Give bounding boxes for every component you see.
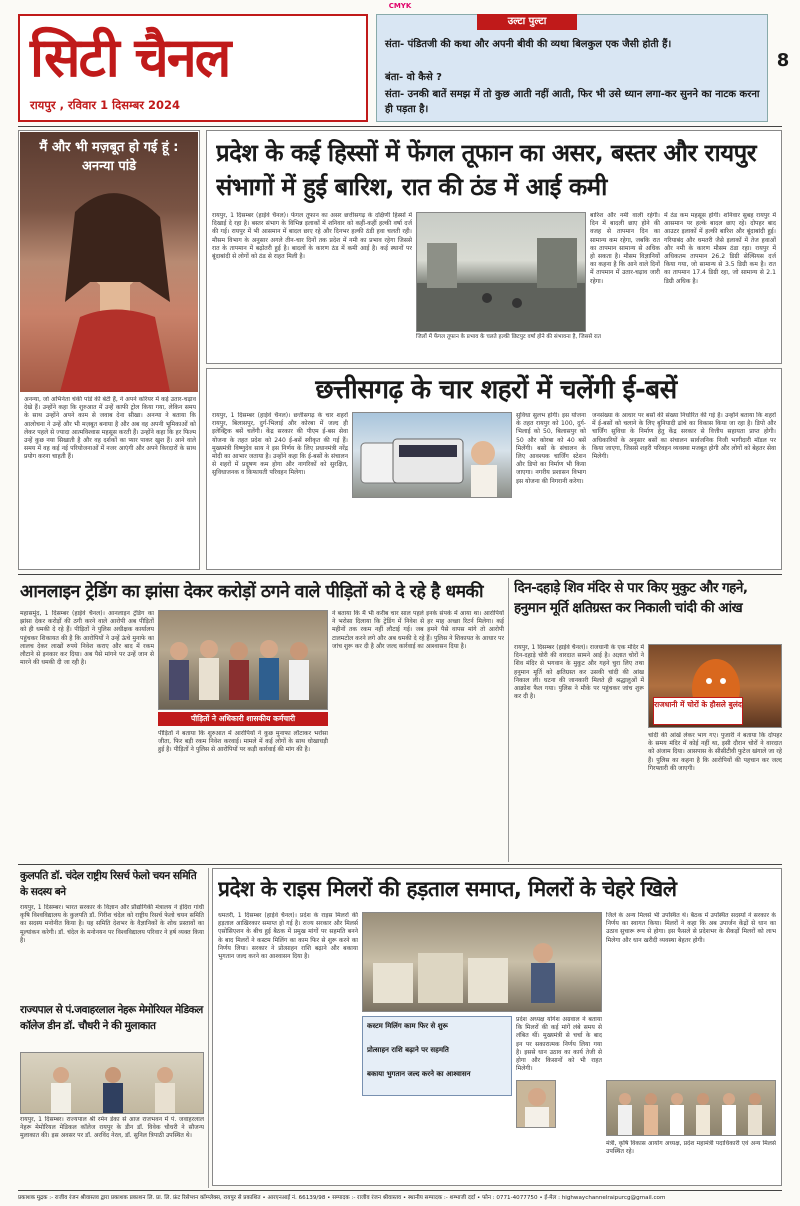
temple-inset: राजधानी में चोरों के हौसले बुलंद [653, 697, 743, 725]
fengal-photo [416, 212, 586, 332]
footer-rule [18, 1190, 782, 1191]
footer-imprint: प्रकाशक मुद्रक :- राजीव रंजन श्रीवास्तव द्वारा प्रकाशक प्रकाशन लि. प्रा. लि. फ्रंट रिसेप्शन कॉम्प्लेक्स, रायपुर से प्रकाशित • आरएनआई नं. 66139/98 • सम्पादक :- राजीव रंजन श्रीवास्तव • स्थानीय सम्पादक :- शम्भाजी दर्दा • फोन : 0771-4077750 • ई-मेल : highwaychannelraipurcg@gmail.com [18, 1195, 666, 1201]
masthead-dateline: रायपुर , रविवार 1 दिसम्बर 2024 [30, 98, 181, 112]
fengal-col-2: बारिश और नमी वाली रहेगी। दिन में बादली छाए होने की वजह से तापमान दिन का सामान्य कम रहेगा, जबकि रात का तापमान सामान्य से अधिक हो सकता है। मौसम विज्ञानियों का कहना है कि आने वाले दिनों में तापमान में उतार-चढ़ाव जारी रहेगा। [590, 212, 660, 285]
ananya-body: अनन्या, जो अभिनेता चंकी पांडे की बेटी हैं, ने अपने करियर में कई उतार-चढ़ाव देखे हैं। उन्होंने कहा कि शुरुआत में उन्हें काफी ट्रोल किया गया, लेकिन समय के साथ उन्होंने अपने काम से जवाब देना सीखा। अनन्या ने बताया कि आलोचना ने उन्हें और भी मज़बूत बनाया है और अब वह अपनी भूमिकाओं को लेकर पहले से ज्यादा आत्मविश्वास महसूस करती हैं। उन्होंने कहा कि हर फिल्म उन्हें कुछ नया सिखाती है और वह दर्शकों का प्यार पाकर खुश हैं। आने वाले समय में वह कई नई परियोजनाओं में नजर आएंगी और अपने किरदारों के साथ प्रयोग करना चाहती हैं। [24, 396, 196, 461]
divider-left-rice [208, 868, 209, 1188]
divider-trading-temple [508, 578, 509, 862]
row2-rule [18, 574, 782, 575]
trading-caption: पीड़ितों ने अधिकारी शासकीय कर्मचारी [158, 712, 328, 726]
governor-body: रायपुर, 1 दिसम्बर। राज्यपाल श्री रमेन डेका से आज राजभवन में पं. जवाहरलाल नेहरू मेमोरियल मेडिकल कॉलेज रायपुर के डीन डॉ. विवेक चौधरी ने सौजन्य मुलाकात की। इस अवसर पर डॉ. अरविंद नेरल, डॉ. सुनिल त्रिपाठी उपस्थित थे। [20, 1116, 204, 1140]
masthead-rule [18, 126, 782, 127]
temple-headline: दिन-दहाड़े शिव मंदिर से पार किए मुकुट और गहने, हनुमान मूर्ति क्षतिग्रस्त कर निकाली चांदी की आंख [514, 580, 748, 616]
governor-meeting-scene [21, 1053, 204, 1114]
ananya-photo [20, 132, 198, 392]
ulta-line-2: बंता- वो कैसे ? [385, 72, 442, 83]
fengal-col-3: में ठंड कम महसूस होगी। शनिवार सुबह रायपुर में आसमान पर हल्के बादल छाए रहे। दोपहर बाद आउटर इलाकों में हल्की बारिश और बूंदाबांदी हुई। गरियाबंद और धमतरी जैसे इलाकों में तेज हवाओं और नमी के कारण मौसम ठंडा रहा। रायपुर में अधिकतम तापमान 26.2 डिग्री सेल्सियस दर्ज किया गया, जो सामान्य से 3.5 डिग्री कम है। रात का तापमान 17.4 डिग्री रहा, जो सामान्य से 2.1 डिग्री अधिक है। [664, 212, 776, 285]
fengal-road-scene [417, 213, 586, 332]
ulta-line-3: संता- उनकी बातें समझ में तो कुछ आती नहीं आती, फिर भी उसे ध्यान लगा-कर सुनने का नाटक करना ही पड़ता है। [385, 89, 760, 115]
ananya-headline: मैं और भी मज़बूत हो गई हूं : अनन्या पांडे [39, 140, 179, 174]
rice-col-1: धमतरी, 1 दिसम्बर (हाईवे चैनल)। प्रदेश के राइस मिलरों की हड़ताल आखिरकार समाप्त हो गई है। राज्य सरकार और मिलर्स एसोसिएशन के बीच हुई बैठक में प्रमुख मांगों पर सहमति बनने के बाद मिलरों ने कस्टम मिलिंग का काम फिर से शुरू करने का निर्णय लिया। सरकार ने प्रोत्साहन राशि बढ़ाने और बकाया भुगतान जल्द करने का आश्वासन दिया है। [218, 912, 358, 961]
ulta-pulta-box [376, 14, 768, 122]
rice-highlight-box [362, 1016, 512, 1096]
masthead-title: सिटी चैनल [30, 25, 230, 89]
trading-headline: आनलाइन ट्रेडिंग का झांसा देकर करोड़ों ठगने वाले पीड़ितों को दे रहे है धमकी [20, 582, 484, 602]
trading-col-2: पीड़ितों ने बताया कि शुरुआत में आरोपियों ने कुछ मुनाफा लौटाकर भरोसा जीता, फिर बड़ी रकम निवेश करवाई। मामले में कई लोगों के साथ धोखाधड़ी हुई है। पीड़ितों ने पुलिस से आरोपियों पर कड़ी कार्रवाई की मांग की है। [158, 730, 328, 754]
ulta-pulta-label: उल्टा पुल्टा [477, 14, 577, 30]
kulpati-headline: कुलपति डॉ. चंदेल राष्ट्रीय रिसर्च फेलो चयन समिति के सदस्य बने [20, 870, 197, 898]
ebus-col-2b [352, 500, 586, 566]
ebus-col-2: सुविधा सुलभ होगी। इस योजना के तहत रायपुर को 100, दुर्ग-भिलाई को 50, बिलासपुर को 50 और कोरबा को 40 बसें मिलेंगी। बसों के संचालन के लिए आवश्यक चार्जिंग स्टेशन और डिपो का निर्माण भी किया जाएगा। नगरीय प्रशासन विभाग इस योजना की निगरानी करेगा। [516, 412, 586, 485]
trading-group-scene [159, 611, 328, 710]
rice-box-item: बकाया भुगतान जल्द करने का आश्वासन [367, 1070, 471, 1078]
trading-photo [158, 610, 328, 710]
rice-col-3: जिले के अन्य मिलर्स भी उपस्थित थे। बैठक में उपस्थित सदस्यों ने सरकार के निर्णय का स्वागत किया। मिलरों ने कहा कि अब उपार्जन केंद्रों से धान का उठाव सुचारू रूप से होगा। इस फैसले से प्रदेशभर के सैकड़ों मिलरों को लाभ मिलेगा और धान खरीदी व्यवस्था बेहतर होगी। [606, 912, 776, 944]
rice-box-item: कस्टम मिलिंग काम फिर से शुरू [367, 1022, 448, 1030]
fengal-headline: प्रदेश के कई हिस्सों में फेंगल तूफान का असर, बस्तर और रायपुर संभागों में हुई बारिश, रात की ठंड में आई कमी [216, 139, 757, 201]
cmyk-mark: CMYK [388, 2, 412, 10]
masthead [18, 14, 368, 122]
governor-photo [20, 1052, 204, 1114]
ebus-scene [353, 413, 512, 498]
ebus-col-1: रायपुर, 1 दिसम्बर (हाईवे चैनल)। छत्तीसगढ़ के चार शहरों रायपुर, बिलासपुर, दुर्ग-भिलाई और कोरबा में जल्द ही इलेक्ट्रिक बसें चलेंगी। केंद्र सरकार की पीएम ई-बस सेवा योजना के तहत प्रदेश को 240 ई-बसें स्वीकृत की गई हैं। मुख्यमंत्री विष्णुदेव साय ने इस निर्णय के लिए प्रधानमंत्री नरेंद्र मोदी का आभार जताया है। उन्होंने कहा कि ई-बसों के संचालन से शहरों में प्रदूषण कम होगा और नागरिकों को सुरक्षित, सुविधाजनक व किफायती परिवहन मिलेगा। [212, 412, 348, 477]
rice-photo [362, 912, 602, 1012]
kulpati-body: रायपुर, 1 दिसम्बर। भारत सरकार के विज्ञान और प्रौद्योगिकी मंत्रालय ने इंदिरा गांधी कृषि विश्वविद्यालय के कुलपति डॉ. गिरीश चंदेल को राष्ट्रीय रिसर्च फेलो चयन समिति का सदस्य मनोनीत किया है। यह समिति देशभर के वैज्ञानिकों के शोध प्रस्तावों का मूल्यांकन करेगी। डॉ. चंदेल के मनोनयन पर विश्वविद्यालय परिवार ने हर्ष व्यक्त किया है। [20, 904, 204, 944]
ebus-col-3: जनसंख्या के आधार पर बसों की संख्या निर्धारित की गई है। उन्होंने बताया कि शहरों में ई-बसों को चलाने के लिए बुनियादी ढांचे का विकास किया जा रहा है। डिपो और चार्जिंग सुविधा के निर्माण हेतु केंद्र सरकार से वित्तीय सहायता प्राप्त होगी। अधिकारियों के अनुसार बसों का संचालन सार्वजनिक निजी भागीदारी मॉडल पर किया जाएगा, जिससे शहरी परिवहन व्यवस्था मजबूत होगी और लोगों को बेहतर सेवा मिलेगी। [592, 412, 776, 461]
page-number: 8 [776, 50, 790, 71]
fengal-col-1: रायपुर, 1 दिसम्बर (हाईवे चैनल)। फेंगल तूफान का असर छत्तीसगढ़ के दक्षिणी हिस्सों में दिखाई दे रहा है। बस्तर संभाग के विभिन्न इलाकों में शनिवार को कहीं-कहीं हल्की वर्षा दर्ज की गई। रायपुर में भी आसमान में बादल छाए रहे और दिनभर हल्की ठंडी हवा चलती रही। मौसम विभाग के अनुसार अगले तीन-चार दिनों तक प्रदेश में नमी का प्रभाव रहेगा जिससे रात के तापमान में बढ़ोतरी हुई है। बादलों के कारण ठंड में कमी आई है। कई स्थानों पर बूंदाबांदी से लोगों को ठंड से राहत मिली है। [212, 212, 412, 261]
rice-president-portrait [517, 1081, 556, 1128]
ebus-headline: छत्तीसगढ़ के चार शहरों में चलेंगी ई-बसें [315, 375, 677, 405]
trading-col-1: महासमुंद, 1 दिसम्बर (हाईवे चैनल)। आनलाइन ट्रेडिंग का झांसा देकर करोड़ों की ठगी करने वाले आरोपी अब पीड़ितों को ही धमकी दे रहे हैं। पीड़ितों ने पुलिस अधीक्षक कार्यालय पहुंचकर शिकायत की है कि आरोपियों ने उन्हें ऊंचे मुनाफे का लालच देकर लाखों रुपये निवेश कराए और बाद में रकम लौटाने से इनकार कर दिया। अब पैसे मांगने पर उन्हें जान से मारने की धमकी दी जा रही है। [20, 610, 154, 667]
temple-photo [648, 644, 782, 728]
rice-box-item: प्रोत्साहन राशि बढ़ाने पर सहमति [367, 1046, 449, 1054]
rice-mill-scene [363, 913, 602, 1012]
ebus-photo [352, 412, 512, 498]
ulta-line-1: संता- पंडितजी की कथा और अपनी बीवी की व्यथा बिलकुल एक जैसी होती हैं। [385, 39, 672, 50]
row3-rule [18, 864, 782, 865]
fengal-caption: जिलों में फेंगल तूफान के प्रभाव के चलते हल्की छिटपुट वर्षा होने की संभावना है, जिससे रात [416, 334, 601, 340]
rice-portrait [516, 1080, 556, 1128]
governor-headline: राज्यपाल से पं.जवाहरलाल नेहरू मेमोरियल मेडिकल कॉलेज डीन डॉ. चौधरी ने की मुलाकात [20, 1004, 203, 1032]
trading-col-3: ने बताया कि मैं भी करीब चार साल पहले इनके संपर्क में आया था। आरोपियों ने भरोसा दिलाया कि ट्रेडिंग में निवेश से हर माह अच्छा रिटर्न मिलेगा। कई महीनों तक रकम नहीं लौटाई गई। जब हमने पैसे वापस मांगे तो आरोपी टालमटोल करने लगे और अब धमकी दे रहे हैं। पुलिस ने शिकायत के आधार पर जांच शुरू कर दी है और जल्द कार्रवाई का आश्वासन दिया है। [332, 610, 504, 650]
rice-caption: मंत्री, कृषि विकास आयोग अध्यक्ष, प्रदेश महामंत्री पदाधिकारी एवं अन्य मिलर्स उपस्थित रहे। [606, 1140, 776, 1156]
rice-headline: प्रदेश के राइस मिलरों की हड़ताल समाप्त, मिलरों के चेहरे खिले [218, 877, 677, 901]
rice-group-photo [606, 1080, 776, 1136]
rice-col-2: प्रदेश अध्यक्ष योगेश अग्रवाल ने बताया कि मिलरों की कई मांगें लंबे समय से लंबित थीं। मुख्यमंत्री से चर्चा के बाद इन पर सकारात्मक निर्णय लिया गया है। इससे धान उठाव का कार्य तेजी से होगा और किसानों को भी राहत मिलेगी। [516, 1016, 602, 1073]
temple-col-1: रायपुर, 1 दिसम्बर (हाईवे चैनल)। राजधानी के एक मंदिर में दिन-दहाड़े चोरी की वारदात सामने आई है। अज्ञात चोरों ने शिव मंदिर से भगवान के मुकुट और गहने चुरा लिए तथा हनुमान मूर्ति को क्षतिग्रस्त कर उसकी चांदी की आंख निकाल ली। घटना की जानकारी मिलते ही श्रद्धालुओं में आक्रोश फैल गया। पुलिस ने मौके पर पहुंचकर जांच शुरू कर दी है। [514, 644, 644, 701]
rice-group-scene [607, 1081, 776, 1136]
temple-col-2: चांदी की आंखें लेकर भाग गए। पुजारी ने बताया कि दोपहर के समय मंदिर में कोई नहीं था, इसी दौरान चोरों ने वारदात को अंजाम दिया। आसपास के सीसीटीवी फुटेज खंगाले जा रहे हैं। पुलिस का कहना है कि आरोपियों की पहचान कर जल्द गिरफ्तारी की जाएगी। [648, 732, 782, 772]
